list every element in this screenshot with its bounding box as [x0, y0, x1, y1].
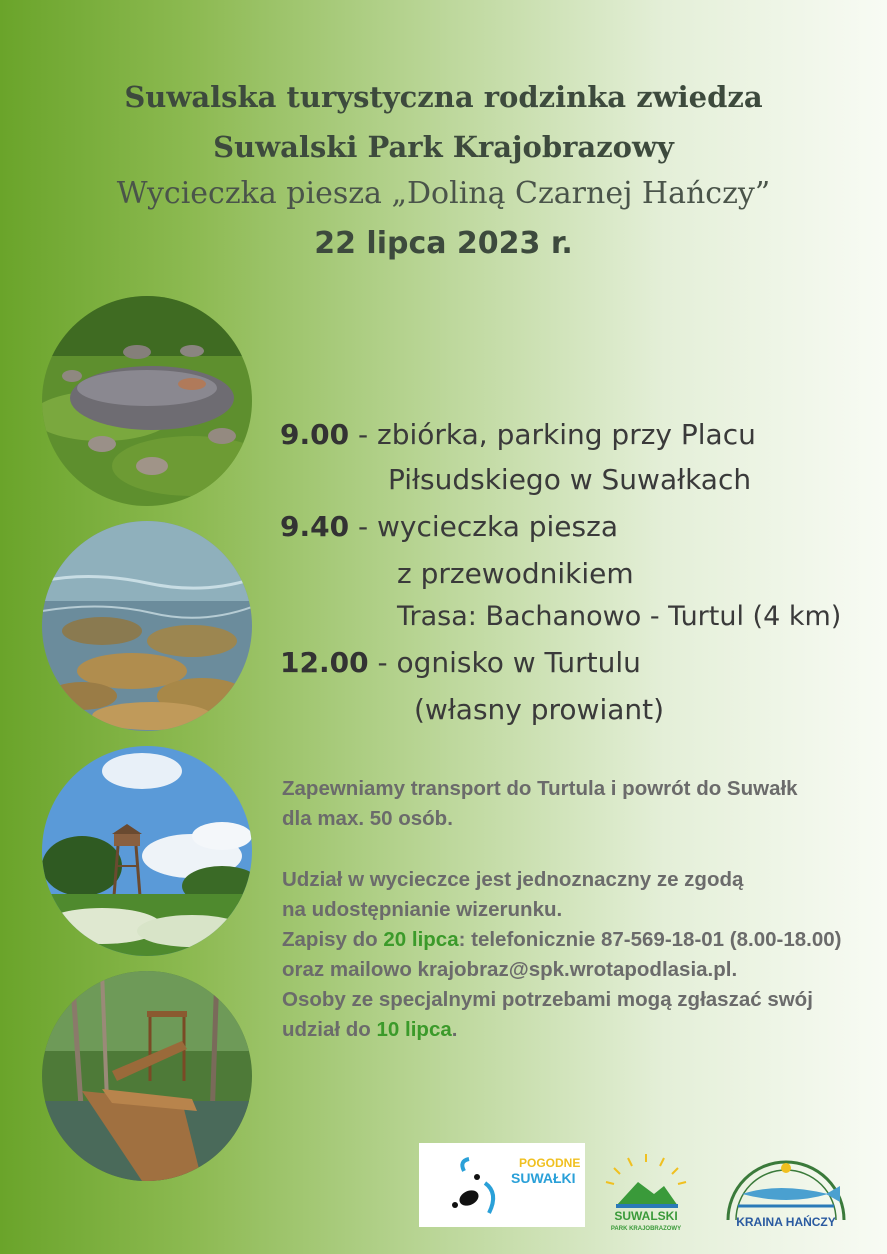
signup-deadline: 20 lipca	[383, 928, 459, 951]
kraina-hanczy-logo	[718, 1142, 854, 1230]
special-deadline: 10 lipca	[376, 1018, 452, 1041]
consent-line-1: Udział w wycieczce jest jednoznaczny ze zgodą	[282, 868, 744, 891]
email-line: oraz mailowo krajobraz@spk.wrotapodlasia.pl.	[282, 958, 738, 981]
special-needs-line-2	[282, 1017, 457, 1043]
pogodne-suwalki-logo	[419, 1143, 585, 1227]
pogodne-text-1: POGODNE	[519, 1156, 581, 1170]
photo-river-water	[42, 521, 252, 731]
kraina-hanczy-logo-graphic	[718, 1142, 854, 1230]
signup-line	[282, 927, 841, 953]
event-date: 22 lipca 2023 r.	[314, 226, 573, 261]
schedule-item-1	[280, 418, 756, 451]
kraina-name-text: KRAINA HAŃCZY	[736, 1215, 836, 1229]
suwalski-text-1: SUWALSKI	[614, 1209, 678, 1223]
schedule-desc-2b: z przewodnikiem	[397, 557, 634, 590]
suwalski-park-logo-graphic	[598, 1148, 694, 1234]
photo-observation-tower	[42, 746, 252, 956]
schedule-desc-3b: (własny prowiant)	[414, 693, 665, 726]
special-suffix: .	[451, 1018, 458, 1041]
suwalski-text-2: PARK KRAJOBRAZOWY	[610, 1226, 682, 1232]
transport-line-1: Zapewniamy transport do Turtula i powrót do Suwałk	[282, 777, 798, 800]
schedule-desc-2a: - wycieczka piesza	[358, 510, 618, 543]
photo-boardwalk-tower	[42, 971, 252, 1181]
special-needs-line-1: Osoby ze specjalnymi potrzebami mogą zgłaszać swój	[282, 988, 813, 1011]
special-prefix: udział do	[282, 1018, 377, 1041]
schedule-time-1: 9.00	[280, 418, 350, 451]
consent-line-2: na udostępnianie wizerunku.	[282, 898, 563, 921]
schedule-time-2: 9.40	[280, 510, 350, 543]
trip-title: Wycieczka piesza „Doliną Czarnej Hańczy”	[116, 176, 771, 211]
pogodne-suwalki-logo-graphic	[419, 1143, 585, 1227]
headline-line-2: Suwalski Park Krajobrazowy	[213, 130, 674, 164]
pogodne-text-2: SUWAŁKI	[511, 1170, 576, 1186]
schedule-item-3	[280, 646, 641, 679]
schedule-desc-1a: - zbiórka, parking przy Placu	[358, 418, 756, 451]
schedule-route: Trasa: Bachanowo - Turtul (4 km)	[397, 601, 842, 632]
schedule-item-2	[280, 510, 618, 543]
photo-boulder-meadow	[42, 296, 252, 506]
transport-line-2: dla max. 50 osób.	[282, 807, 453, 830]
signup-suffix: : telefonicznie 87-569-18-01 (8.00-18.00)	[458, 928, 842, 951]
suwalski-park-logo	[598, 1148, 694, 1234]
schedule-time-3: 12.00	[280, 646, 369, 679]
signup-prefix: Zapisy do	[282, 928, 384, 951]
schedule-desc-3a: - ognisko w Turtulu	[377, 646, 641, 679]
schedule-desc-1b: Piłsudskiego w Suwałkach	[388, 463, 752, 496]
headline-line-1: Suwalska turystyczna rodzinka zwiedza	[124, 80, 763, 114]
